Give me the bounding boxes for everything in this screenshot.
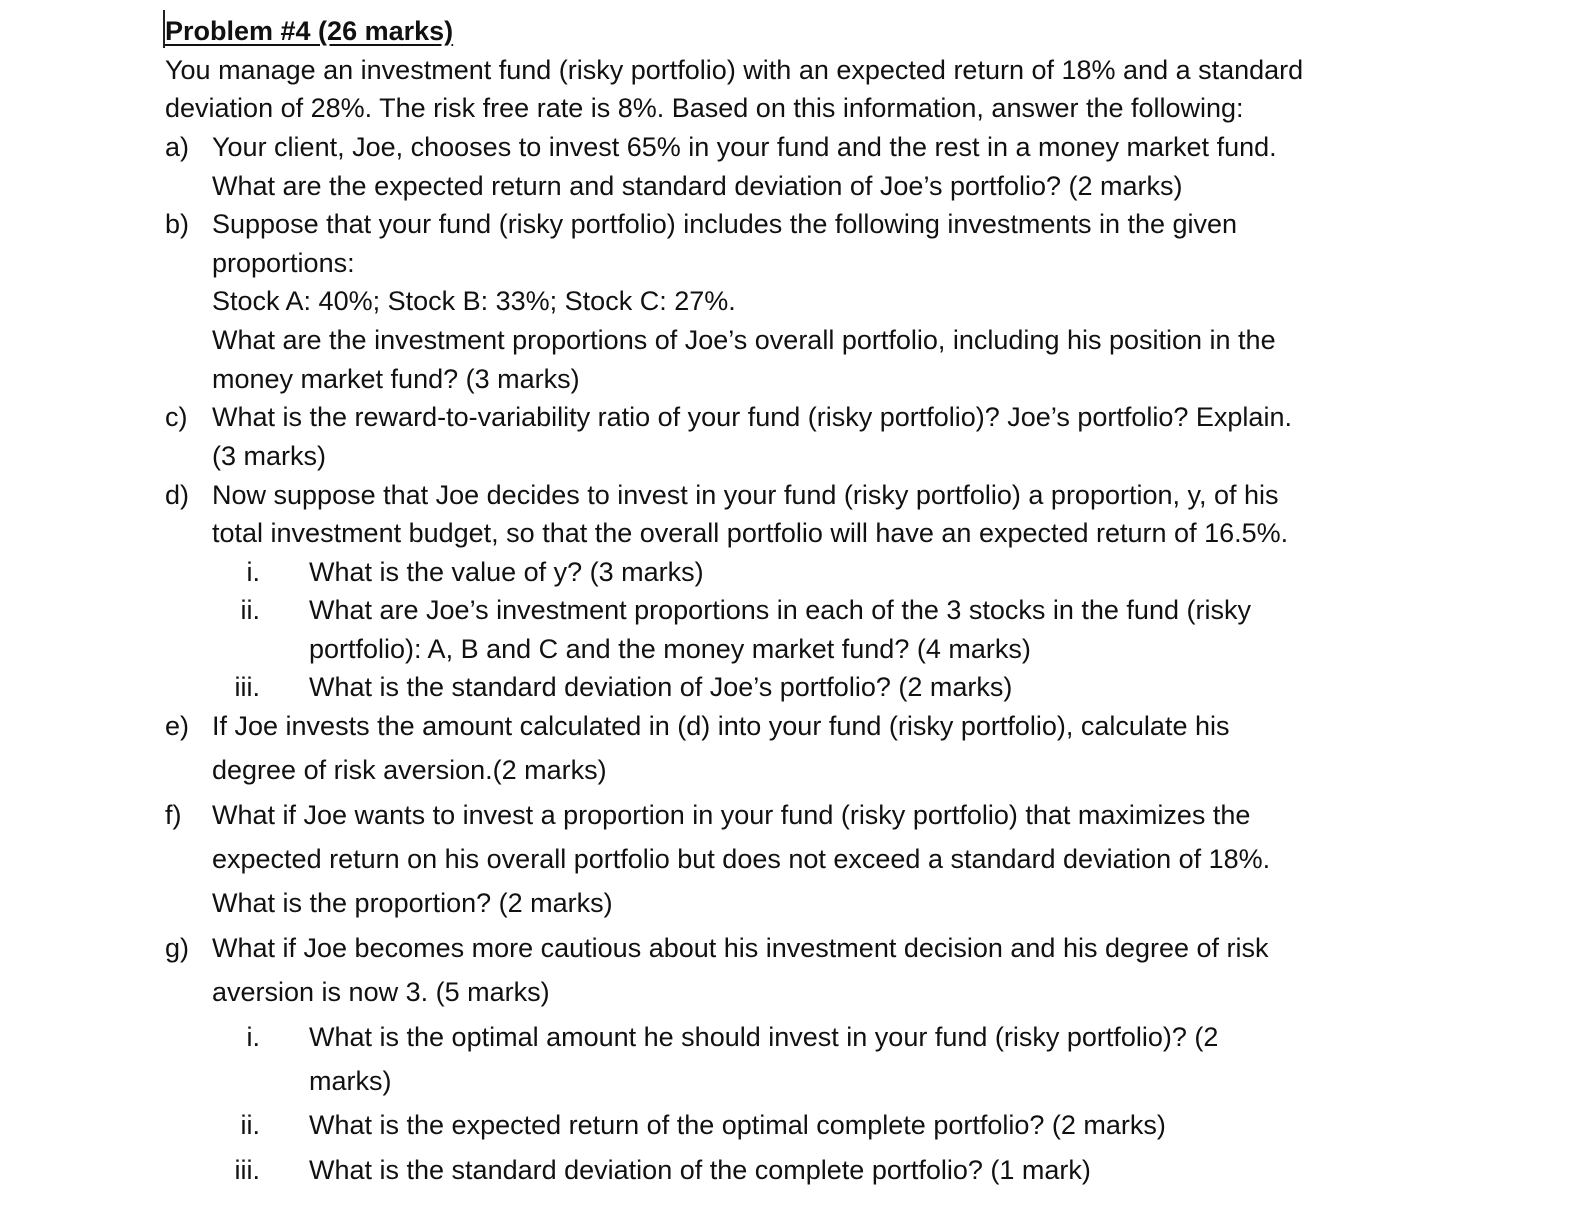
part-b-label: b) — [165, 209, 190, 239]
part-f-line-1: What if Joe wants to invest a proportion in your fund (risky portfolio) that maximizes the — [212, 800, 1251, 830]
part-g-ii-line-1: What is the expected return of the optimal complete portfolio? (2 marks) — [309, 1110, 1166, 1140]
part-a-line-1: Your client, Joe, chooses to invest 65% in your fund and the rest in a money market fund. — [212, 132, 1277, 162]
part-c-label: c) — [165, 402, 188, 432]
part-b-line-5: money market fund? (3 marks) — [212, 364, 580, 394]
part-b-line-3: Stock A: 40%; Stock B: 33%; Stock C: 27%. — [212, 286, 736, 316]
part-g-i-line-1: What is the optimal amount he should invest in your fund (risky portfolio)? (2 — [309, 1022, 1219, 1052]
intro-line-2: deviation of 28%. The risk free rate is 8%. Based on this information, answer the following: — [165, 93, 1244, 123]
part-c-line-1: What is the reward-to-variability ratio of your fund (risky portfolio)? Joe’s portfolio? Explain. — [212, 402, 1292, 432]
part-a-line-2: What are the expected return and standard deviation of Joe’s portfolio? (2 marks) — [212, 171, 1183, 201]
part-d-i-label: i. — [246, 557, 260, 587]
part-d-line-2: total investment budget, so that the overall portfolio will have an expected return of 16.5%. — [212, 518, 1289, 548]
part-f-line-3: What is the proportion? (2 marks) — [212, 888, 613, 918]
part-g-ii-label: ii. — [240, 1110, 260, 1140]
part-g-iii-label: iii. — [234, 1155, 260, 1185]
part-g-line-1: What if Joe becomes more cautious about his investment decision and his degree of risk — [212, 933, 1269, 963]
intro-line-1: You manage an investment fund (risky portfolio) with an expected return of 18% and a standard — [165, 55, 1304, 85]
part-d-iii-label: iii. — [234, 672, 260, 702]
part-b-line-1: Suppose that your fund (risky portfolio) includes the following investments in the given — [212, 209, 1238, 239]
part-d-i-line-1: What is the value of y? (3 marks) — [309, 557, 704, 587]
part-e-line-1: If Joe invests the amount calculated in (d) into your fund (risky portfolio), calculate his — [212, 711, 1230, 741]
part-a-label: a) — [165, 132, 190, 162]
part-b-line-4: What are the investment proportions of Joe’s overall portfolio, including his position in the — [212, 325, 1276, 355]
part-d-ii-label: ii. — [240, 595, 260, 625]
problem-title: Problem #4 (26 marks) — [165, 16, 454, 46]
part-g-i-label: i. — [246, 1022, 260, 1052]
part-d-label: d) — [165, 480, 190, 510]
part-e-label: e) — [165, 711, 190, 741]
part-d-line-1: Now suppose that Joe decides to invest in your fund (risky portfolio) a proportion, y, of his — [212, 480, 1279, 510]
part-g-label: g) — [165, 933, 190, 963]
part-f-line-2: expected return on his overall portfolio but does not exceed a standard deviation of 18%. — [212, 844, 1271, 874]
part-d-ii-line-2: portfolio): A, B and C and the money market fund? (4 marks) — [309, 634, 1031, 664]
part-d-iii-line-1: What is the standard deviation of Joe’s portfolio? (2 marks) — [309, 672, 1013, 702]
part-e-line-2: degree of risk aversion.(2 marks) — [212, 755, 607, 785]
part-f-label: f) — [165, 800, 182, 830]
part-g-i-line-2: marks) — [309, 1066, 392, 1096]
part-g-line-2: aversion is now 3. (5 marks) — [212, 977, 550, 1007]
part-g-iii-line-1: What is the standard deviation of the complete portfolio? (1 mark) — [309, 1155, 1091, 1185]
part-b-line-2: proportions: — [212, 248, 355, 278]
part-c-line-2: (3 marks) — [212, 441, 326, 471]
part-d-ii-line-1: What are Joe’s investment proportions in each of the 3 stocks in the fund (risky — [309, 595, 1251, 625]
